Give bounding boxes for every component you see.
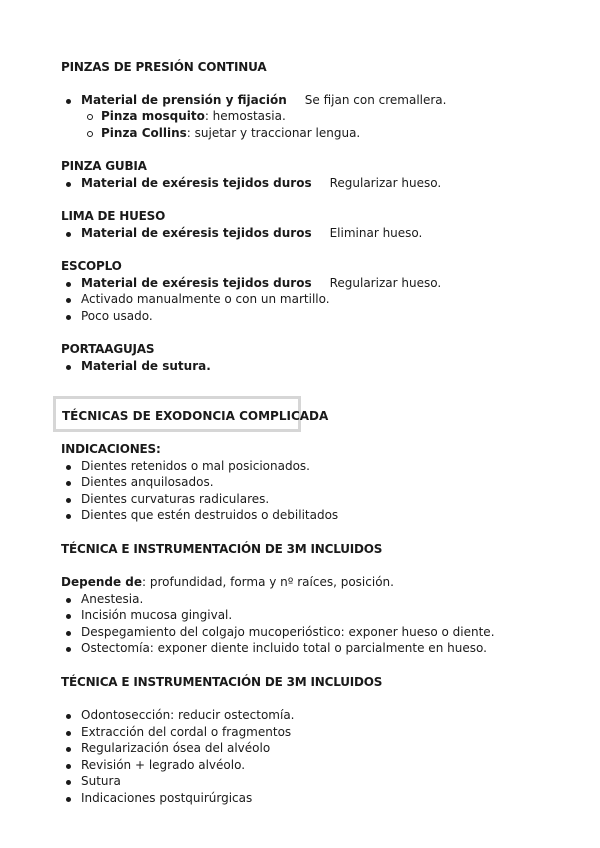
item-bold: Material de exéresis tejidos duros [81,276,312,290]
section-heading-lima-hueso: LIMA DE HUESO [61,209,166,223]
item-text: Se fijan con cremallera. [304,93,447,107]
section-heading-tecnica-2: TÉCNICA E INSTRUMENTACIÓN DE 3M INCLUIDOS [61,675,383,689]
list-item: Dientes curvaturas radiculares. [81,492,270,506]
sub-list-item [101,126,360,140]
list-item: Sutura [81,774,121,788]
section-heading-pinzas-presion: PINZAS DE PRESIÓN CONTINUA [61,60,267,74]
list-item: Revisión + legrado alvéolo. [81,758,246,772]
list-item: Activado manualmente o con un martillo. [81,292,330,306]
item-text: Regularizar hueso. [329,276,442,290]
boxed-title-text: TÉCNICAS DE EXODONCIA COMPLICADA [62,409,329,423]
list-item: Ostectomía: exponer diente incluido total o parcialmente en hueso. [81,641,487,655]
list-item: Dientes retenidos o mal posicionados. [81,459,310,473]
section-heading-indicaciones: INDICACIONES: [61,442,161,456]
list-item [81,176,441,190]
item-text: Regularizar hueso. [329,176,442,190]
list-item: Anestesia. [81,592,144,606]
section-heading-portaagujas: PORTAAGUJAS [61,342,155,356]
section-heading-tecnica-1: TÉCNICA E INSTRUMENTACIÓN DE 3M INCLUIDOS [61,542,383,556]
list-item: Despegamiento del colgajo mucoperióstico: exponer hueso o diente. [81,625,495,639]
list-item: Incisión mucosa gingival. [81,608,233,622]
list-item [81,226,422,240]
list-item: Dientes que estén destruidos o debilitados [81,508,339,522]
sub-item-bold: Pinza mosquito [101,109,205,123]
list-item: Regularización ósea del alvéolo [81,741,271,755]
item-bold: Material de exéresis tejidos duros [81,176,312,190]
section-heading-escoplo: ESCOPLO [61,259,122,273]
list-item: Extracción del cordal o fragmentos [81,725,292,739]
list-item: Dientes anquilosados. [81,475,214,489]
item-bold: Material de exéresis tejidos duros [81,226,312,240]
list-item: Poco usado. [81,309,153,323]
item-text: Eliminar hueso. [329,226,423,240]
list-item: Odontosección: reducir ostectomía. [81,708,295,722]
item-bold: Material de prensión y fijación [81,93,287,107]
boxed-title [53,396,329,432]
list-item [81,93,446,107]
depende-text: : profundidad, forma y nº raíces, posición. [142,575,394,589]
sub-item-text: : sujetar y traccionar lengua. [186,126,361,140]
list-item [81,359,211,373]
depende-paragraph [61,575,394,589]
item-bold: Material de sutura. [81,359,211,373]
sub-list-item [101,109,286,123]
list-item: Indicaciones postquirúrgicas [81,791,253,805]
sub-item-text: : hemostasia. [204,109,286,123]
sub-item-bold: Pinza Collins [101,126,187,140]
section-heading-pinza-gubia: PINZA GUBIA [61,159,147,173]
list-item [81,276,441,290]
depende-bold: Depende de [61,575,143,589]
